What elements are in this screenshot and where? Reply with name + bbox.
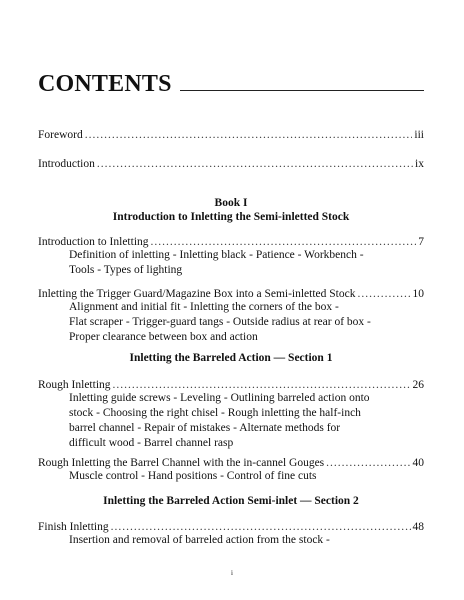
toc-entry-rough-inletting[interactable] [38,378,424,392]
toc-entry-page: 10 [412,288,424,300]
toc-entry-description [69,469,419,484]
toc-entry-description [69,533,419,548]
book-subtitle: Introduction to Inletting the Semi-inletted Stock [112,211,350,223]
desc-line: difficult wood - Barrel channel rasp [69,437,234,449]
section-2-heading: Inletting the Barreled Action Semi-inlet — Section 2 [103,495,359,507]
toc-entry-page: ix [415,158,424,170]
leader-dots [357,287,410,301]
toc-entry-title: Introduction [38,158,95,170]
book-label: Book I [214,197,248,209]
title-rule [180,90,424,91]
toc-entry-page: iii [414,129,424,141]
toc-entry-title: Rough Inletting the Barrel Channel with the in-cannel Gouges [38,457,325,469]
toc-entry-page: 40 [412,457,424,469]
leader-dots [85,128,413,142]
toc-entry-description [69,300,419,345]
leader-dots [151,235,417,249]
leader-dots [97,157,413,171]
toc-entry-page: 7 [418,236,424,248]
desc-line: Muscle control - Hand positions - Control of fine cuts [69,470,317,482]
toc-entry-page: 26 [412,379,424,391]
page-title: CONTENTS [38,71,172,97]
desc-line: Flat scraper - Trigger-guard tangs - Outside radius at rear of box - [69,316,371,328]
contents-header [38,68,424,96]
toc-entry-description [69,391,419,451]
desc-line: Inletting guide screws - Leveling - Outlining barreled action onto [69,392,370,404]
toc-entry-title: Introduction to Inletting [38,236,149,248]
desc-line: Tools - Types of lighting [69,264,183,276]
desc-line: stock - Choosing the right chisel - Rough inletting the half-inch [69,407,361,419]
desc-line: barrel channel - Repair of mistakes - Alternate methods for [69,422,341,434]
desc-line: Insertion and removal of barreled action from the stock - [69,534,330,546]
desc-line: Proper clearance between box and action [69,331,258,343]
toc-entry-finish-inletting[interactable] [38,520,424,534]
toc-entry-trigger-guard[interactable] [38,287,424,301]
toc-entry-foreword[interactable] [38,128,424,142]
desc-line: Definition of inletting - Inletting black - Patience - Workbench - [69,249,364,261]
toc-entry-page: 48 [412,521,424,533]
leader-dots [326,456,410,470]
leader-dots [113,378,411,392]
toc-entry-title: Finish Inletting [38,521,109,533]
toc-entry-title: Foreword [38,129,83,141]
toc-entry-title: Inletting the Trigger Guard/Magazine Box into a Semi-inletted Stock [38,288,356,300]
leader-dots [111,520,411,534]
desc-line: Alignment and initial fit - Inletting the corners of the box - [69,301,339,313]
section-1-heading: Inletting the Barreled Action — Section 1 [129,352,333,364]
toc-entry-description [69,248,419,278]
toc-entry-introduction[interactable] [38,157,424,171]
toc-entry-barrel-channel[interactable] [38,456,424,470]
toc-entry-intro-inletting[interactable] [38,235,424,249]
toc-entry-title: Rough Inletting [38,379,111,391]
page-number: i [231,569,233,577]
